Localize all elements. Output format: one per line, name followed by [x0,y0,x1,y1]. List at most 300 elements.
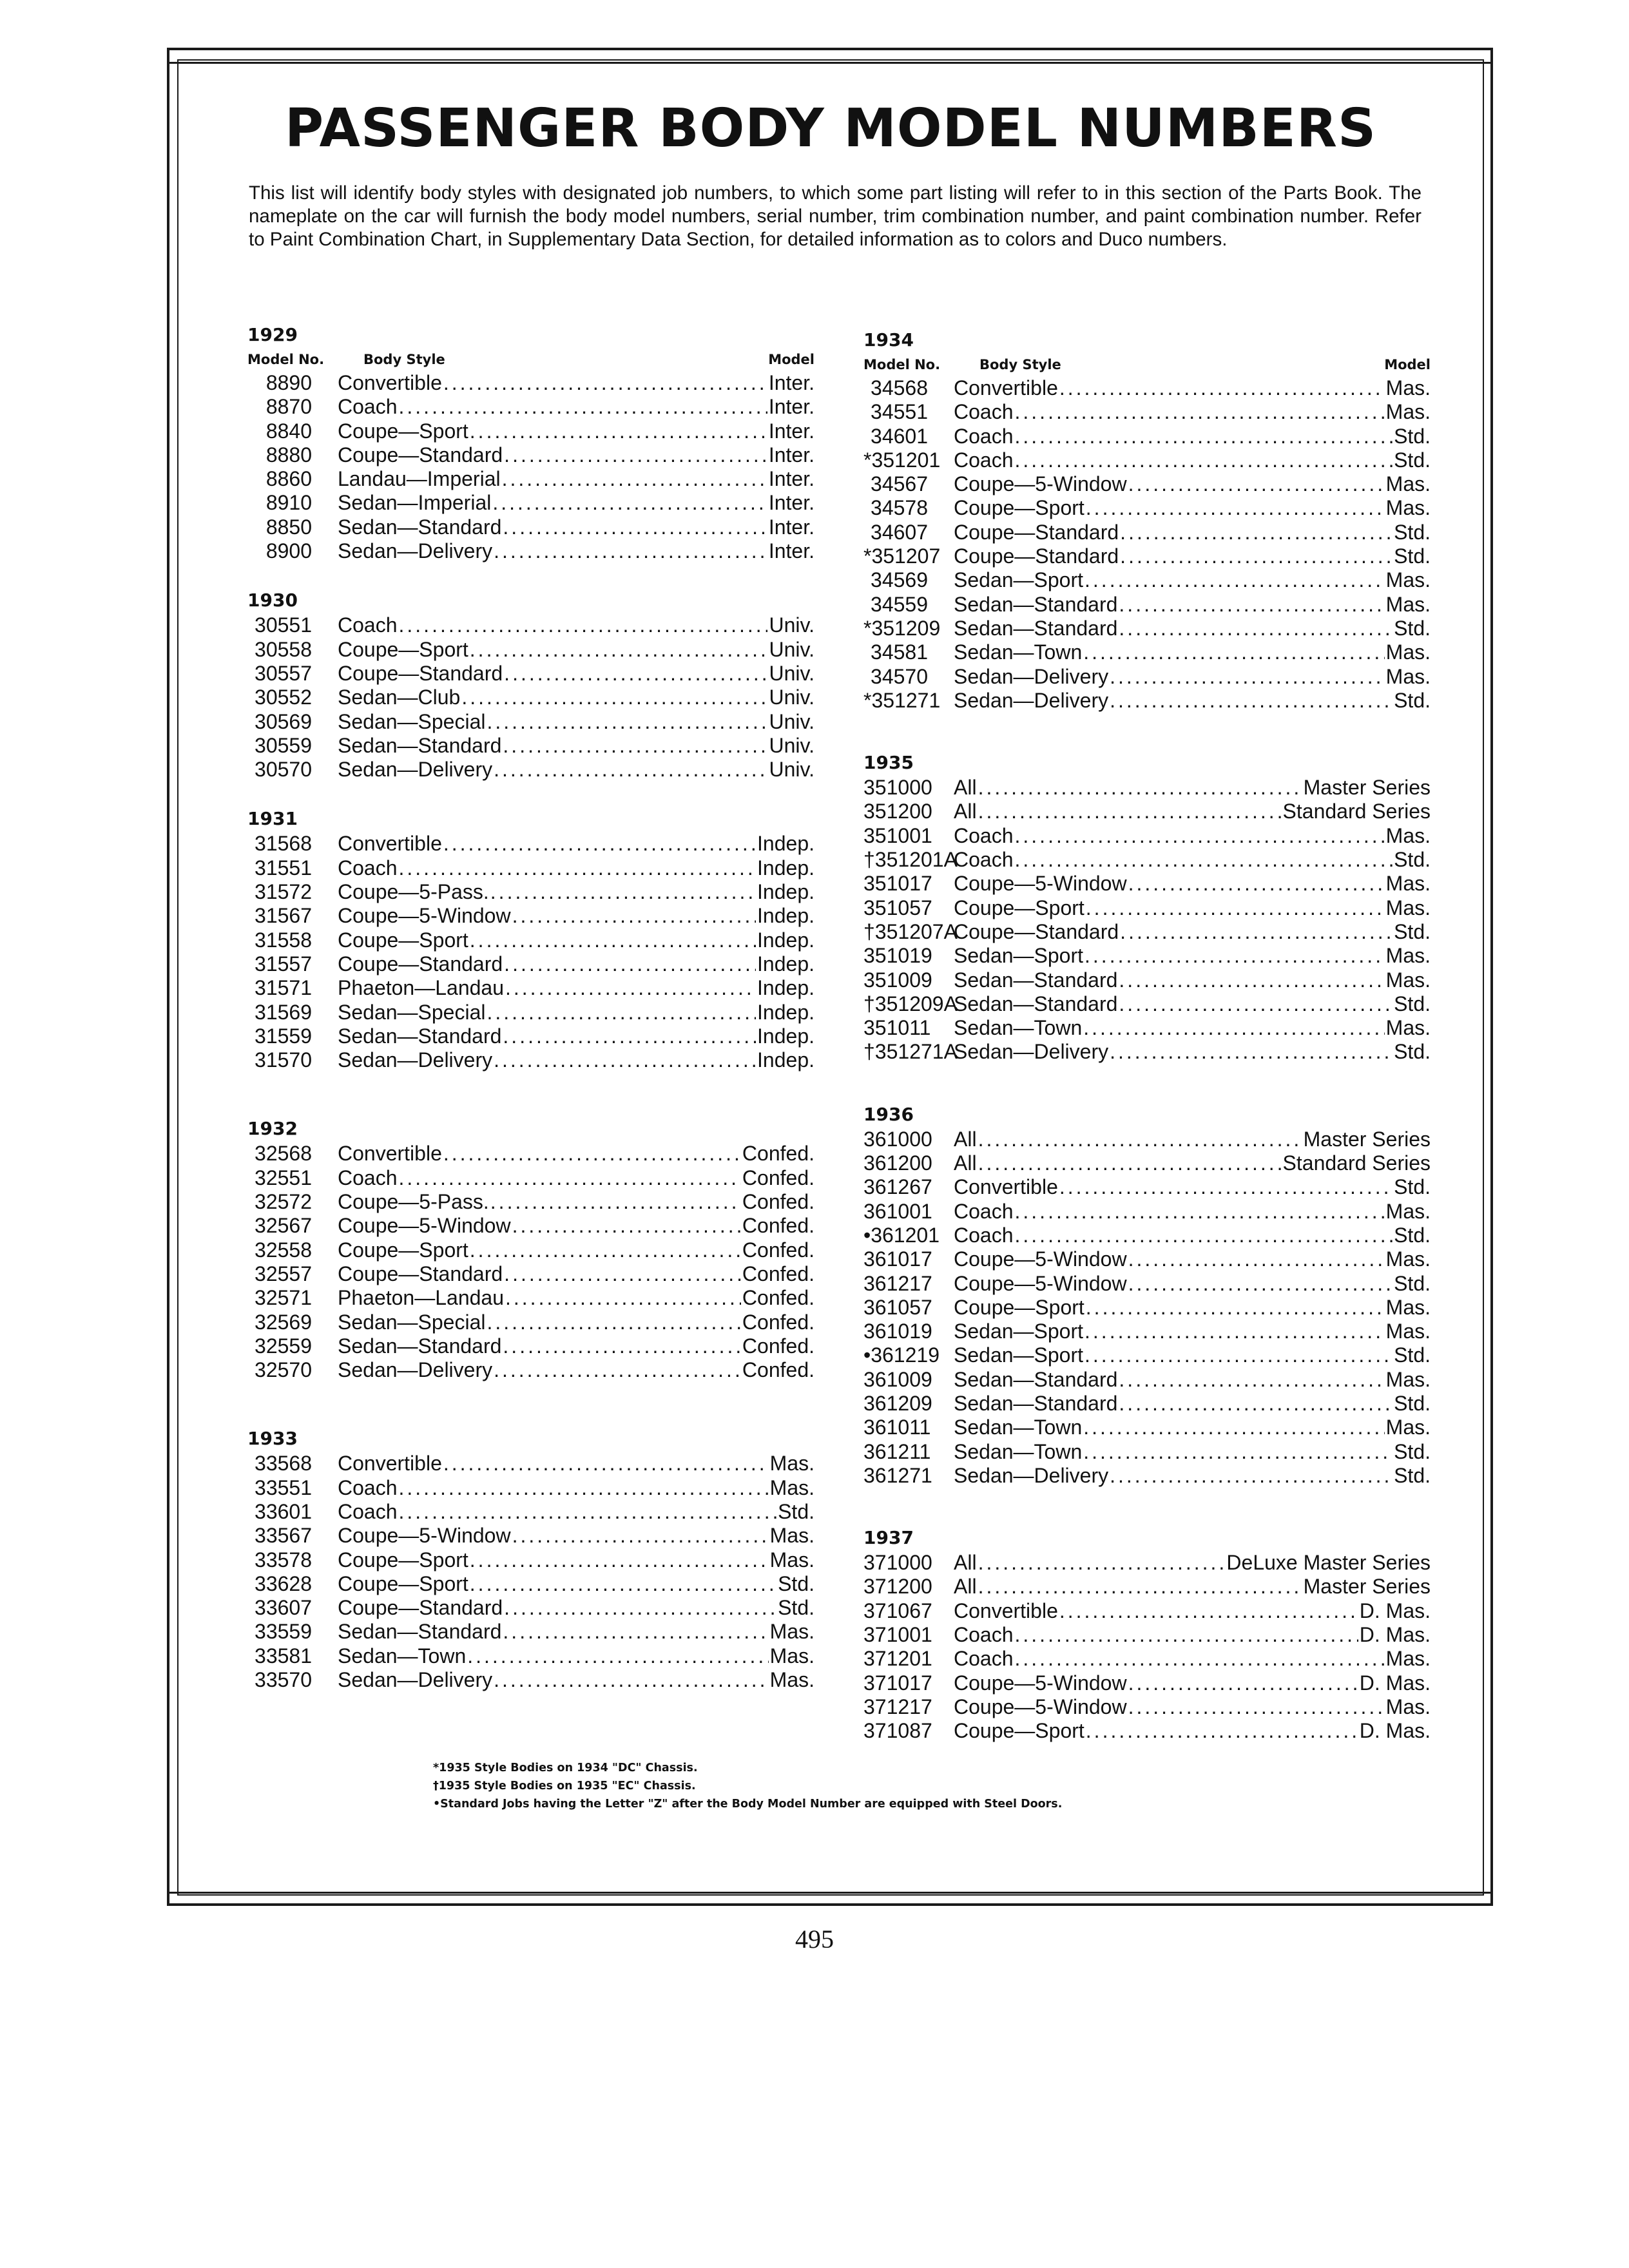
table-row [247,710,815,734]
table-row [863,896,1431,920]
dot-leader [1015,1623,1358,1647]
body-style-cell [954,800,1431,823]
dot-leader [467,1644,768,1668]
body-style-cell [954,1368,1431,1392]
body-style: Coach [338,613,398,637]
body-style-cell [954,1719,1431,1743]
body-style: Coupe—5-Pass. [338,880,489,904]
dot-leader [1128,872,1385,896]
table-row [247,662,815,686]
dot-leader [512,1524,769,1548]
body-style: All [954,1575,977,1599]
dot-leader [470,1548,769,1572]
model-series: Univ. [769,758,815,782]
model-number: 32571 [255,1286,312,1310]
table-row [247,1524,815,1548]
body-style-cell [338,1190,815,1214]
body-style: Coupe—Sport [338,419,468,443]
body-style: Coupe—5-Window [338,904,511,928]
body-style-cell [338,1452,815,1475]
model-number: *351209 [863,616,941,640]
table-row [863,1320,1431,1343]
model-series: Mas. [1385,944,1431,968]
body-style-cell [954,689,1431,713]
table-row [247,1500,815,1524]
model-number: 8850 [265,515,312,539]
header-body-style: Body Style [979,357,1061,372]
dot-leader [1084,1343,1393,1367]
table-row [247,443,815,467]
body-style-cell [338,539,815,563]
model-number: 351057 [863,896,932,919]
model-series: D. Mas. [1359,1599,1431,1622]
body-style-cell [954,1575,1431,1599]
body-style-cell [954,376,1431,400]
model-number: 361057 [863,1295,932,1319]
model-number: 31572 [255,880,312,904]
table-row [247,734,815,758]
model-series: Mas. [1385,640,1431,664]
model-number: 30551 [255,613,312,637]
model-series: Indep. [757,1024,815,1048]
model-number: 31567 [255,904,312,928]
table-row [247,1548,815,1572]
model-number: 31557 [255,952,312,975]
dot-leader [1083,1016,1384,1040]
model-number: 351001 [863,823,932,847]
body-style: Coupe—5-Window [954,1247,1127,1271]
body-style-cell [338,1596,815,1620]
dot-leader [1120,920,1393,944]
table-row [863,1695,1431,1719]
table-row [247,976,815,1000]
model-series: Mas. [1385,592,1431,616]
year-heading: 1929 [247,324,298,345]
model-number: 34567 [871,472,928,496]
body-style: Coupe—Sport [954,496,1084,520]
body-style-cell [338,1166,815,1190]
body-style-cell [954,1040,1431,1064]
table-row [247,1166,815,1190]
model-series: Inter. [768,443,815,466]
table-row [863,521,1431,544]
table-row [863,1272,1431,1296]
body-style: All [954,1151,977,1175]
body-style-cell [338,638,815,662]
model-series: Mas. [769,1452,815,1475]
model-number: 31559 [255,1024,312,1048]
body-style-cell [338,1358,815,1382]
body-style-cell [954,1695,1431,1719]
header-model: Model [1384,357,1431,372]
dot-leader [494,1358,741,1382]
body-style: Sedan—Standard [954,1391,1118,1415]
body-style-cell [954,848,1431,872]
model-number: 371067 [863,1599,932,1622]
model-number: 30569 [255,709,312,733]
table-row [863,1368,1431,1392]
model-number: 34601 [871,424,928,448]
model-number: 351000 [863,776,932,800]
model-series: Std. [1394,1040,1431,1064]
dot-leader [399,613,768,637]
body-style: Sedan—Delivery [338,1668,493,1692]
model-number: 361271 [863,1463,932,1487]
table-row [247,856,815,880]
table-row [863,872,1431,896]
model-series: Mas. [769,1668,815,1692]
table-row [863,1647,1431,1671]
body-style-cell [338,1024,815,1048]
dot-leader [1084,1320,1385,1343]
table-row [247,1644,815,1668]
dot-leader [399,1500,777,1524]
table-row [247,539,815,563]
body-style-cell [954,872,1431,896]
table-row [863,1623,1431,1647]
footnote-asterisk: *1935 Style Bodies on 1934 "DC" Chassis. [433,1762,698,1774]
body-style-cell [954,776,1431,800]
body-style: Coupe—Standard [338,952,503,975]
table-row [247,1596,815,1620]
dot-leader [1120,521,1393,544]
table-row [863,1599,1431,1623]
body-style-cell [954,568,1431,592]
model-series: Confed. [742,1334,815,1358]
body-style: Phaeton—Landau [338,976,504,1000]
model-series: Confed. [742,1310,815,1334]
dot-leader [487,1001,756,1024]
model-number: 31571 [255,976,312,1000]
model-number: 8890 [265,371,312,394]
model-series: Indep. [757,976,815,1000]
model-series: Std. [778,1499,815,1523]
dot-leader [461,686,767,709]
table-row [247,1620,815,1644]
body-style-cell [338,952,815,976]
body-style-cell [338,758,815,782]
body-style: Coach [954,448,1014,472]
body-style-cell [954,665,1431,689]
table-row [247,395,815,419]
dot-leader [443,1452,769,1475]
dot-leader [1059,1599,1358,1623]
model-number: 351017 [863,872,932,896]
body-style-cell [954,1016,1431,1040]
year-heading: 1936 [863,1103,914,1125]
body-style-cell [338,1500,815,1524]
table-row [247,1668,815,1692]
dot-leader [1059,1175,1393,1199]
model-series: Confed. [742,1238,815,1262]
dot-leader [490,880,756,904]
section-1929 [247,322,815,563]
body-style-cell [338,371,815,395]
body-style: Sedan—Standard [954,1367,1118,1391]
dot-leader [1119,617,1393,640]
body-style: Coupe—5-Window [954,472,1127,496]
body-style: Sedan—Special [338,709,486,733]
dot-leader [1110,665,1385,689]
body-style: Coupe—Standard [338,1596,503,1620]
model-series: Std. [1394,688,1431,712]
model-series: Std. [1394,448,1431,472]
model-number: 371201 [863,1647,932,1671]
dot-leader [1086,1296,1385,1320]
left-column [247,322,815,1692]
body-style: Sedan—Standard [338,515,502,539]
model-series: Confed. [742,1142,815,1166]
dot-leader [978,1551,1226,1575]
body-style-cell [954,1320,1431,1343]
body-style-cell [954,544,1431,568]
dot-leader [978,1151,1282,1175]
body-style: Coupe—Standard [954,544,1119,568]
body-style-cell [338,1334,815,1358]
model-series: D. Mas. [1359,1719,1431,1743]
model-number: 32558 [255,1238,312,1262]
table-row [863,1671,1431,1695]
table-row [863,800,1431,823]
header-model-no: Model No. [863,357,941,372]
body-style-cell [954,1392,1431,1416]
body-style: Convertible [338,371,442,394]
model-series: Indep. [757,952,815,975]
dot-leader [1110,1464,1393,1488]
model-series: Mas. [1385,1367,1431,1391]
body-style: Coupe—5-Pass. [338,1190,489,1214]
body-style-cell [338,734,815,758]
body-style-cell [338,1238,815,1262]
body-style: Coupe—Sport [954,896,1084,919]
model-series: Indep. [757,904,815,928]
model-series: Std. [1394,1463,1431,1487]
model-series: Standard Series [1282,1151,1431,1175]
dot-leader [1084,944,1385,968]
body-style-cell [338,1524,815,1548]
dot-leader [470,928,756,952]
body-style: Sedan—Delivery [954,688,1109,712]
model-series: Confed. [742,1166,815,1189]
dot-leader [504,662,767,686]
dot-leader [399,1476,769,1500]
dot-leader [1084,568,1385,592]
dot-leader [443,371,767,395]
section-1933 [247,1426,815,1692]
table-row [863,376,1431,400]
body-style-cell [338,928,815,952]
dot-leader [494,1668,769,1692]
table-row [247,1024,815,1048]
dot-leader [1086,896,1385,920]
body-style: Convertible [954,376,1058,399]
model-number: 33581 [255,1644,312,1667]
body-style: Convertible [338,832,442,856]
dot-leader [503,515,767,539]
table-row [863,1440,1431,1464]
model-number: 361019 [863,1320,932,1343]
table-row [247,758,815,782]
table-row [863,1128,1431,1151]
body-style: All [954,1551,977,1575]
body-style: Sedan—Town [954,640,1083,664]
body-style: Sedan—Delivery [338,1048,493,1072]
dot-leader [1015,1200,1385,1224]
table-row [863,1200,1431,1224]
table-row [247,1142,815,1166]
model-series: Indep. [757,928,815,952]
model-series: Indep. [757,880,815,904]
body-style: Sedan—Delivery [954,664,1109,688]
model-series: Mas. [1385,472,1431,496]
body-style-cell [954,496,1431,520]
table-row [247,1001,815,1024]
dot-leader [443,1142,741,1166]
model-number: 361009 [863,1367,932,1391]
dot-leader [1128,1695,1385,1719]
model-number: 351019 [863,944,932,968]
model-number: 371017 [863,1671,932,1695]
model-series: Inter. [768,419,815,443]
body-style-cell [338,1286,815,1310]
model-number: 8880 [265,443,312,466]
dot-leader [494,1048,756,1072]
body-style: Phaeton—Landau [338,1286,504,1310]
table-row [247,686,815,709]
body-style: Sedan—Standard [338,733,502,757]
body-style: Sedan—Standard [338,1620,502,1644]
table-row [247,1262,815,1286]
dot-leader [1120,544,1393,568]
header-body-style: Body Style [363,352,445,367]
body-style: Coupe—Sport [338,1571,468,1595]
model-number: 33567 [255,1524,312,1548]
model-number: 32570 [255,1358,312,1382]
body-style: Coach [338,395,398,419]
model-number: *351201 [863,448,941,472]
dot-leader [1119,992,1393,1016]
dot-leader [399,856,757,880]
body-style-cell [338,1548,815,1572]
dot-leader [1086,496,1385,520]
dot-leader [1110,689,1393,713]
model-series: Univ. [769,733,815,757]
table-row [863,1719,1431,1743]
dot-leader [1119,968,1384,992]
table-row [863,944,1431,968]
table-row [863,1575,1431,1599]
dot-leader [1015,448,1393,472]
dot-leader [1015,1647,1385,1671]
dot-leader [1015,824,1385,848]
model-number: 34570 [871,664,928,688]
body-style: Coupe—5-Window [338,1524,511,1548]
table-row [247,467,815,491]
year-heading: 1935 [863,752,914,774]
model-number: †351209A [863,992,958,1015]
body-style: Sedan—Sport [954,944,1084,968]
body-style: Sedan—Standard [954,968,1118,992]
year-heading: 1933 [247,1428,298,1450]
dot-leader [494,758,767,782]
model-number: 351200 [863,800,932,823]
table-row [863,1416,1431,1439]
table-row [247,613,815,637]
table-row [863,689,1431,713]
body-style: Sedan—Town [954,1416,1083,1439]
body-style-cell [338,1262,815,1286]
year-heading: 1931 [247,808,298,830]
model-number: 31558 [255,928,312,952]
model-number: 30552 [255,686,312,709]
body-style: Coupe—Standard [338,443,503,466]
body-style-cell [954,1416,1431,1439]
dot-leader [504,443,767,467]
table-row [247,1452,815,1475]
table-row [247,1286,815,1310]
body-style-cell [338,613,815,637]
dot-leader [504,952,756,976]
model-number: 33570 [255,1668,312,1692]
section-1931 [247,806,815,1072]
table-row [863,568,1431,592]
body-style: Sedan—Town [338,1644,467,1667]
model-number: 31570 [255,1048,312,1072]
body-style: Sedan—Standard [954,616,1118,640]
body-style: Convertible [338,1452,442,1475]
body-style: Sedan—Imperial [338,491,492,515]
body-style: Coupe—Sport [954,1295,1084,1319]
body-style-cell [954,1247,1431,1271]
model-number: 34578 [871,496,928,520]
table-row [863,1296,1431,1320]
table-row [247,1476,815,1500]
model-series: Indep. [757,1000,815,1024]
body-style: Sedan—Sport [954,568,1084,592]
dot-leader [504,1262,741,1286]
model-series: Std. [1394,1343,1431,1367]
body-style-cell [954,521,1431,544]
year-heading: 1932 [247,1118,298,1140]
model-series: Confed. [742,1286,815,1310]
body-style: Sedan—Sport [954,1343,1084,1367]
table-row [863,448,1431,472]
model-number: •361201 [863,1223,940,1247]
model-number: 34607 [871,520,928,544]
body-style-cell [954,1671,1431,1695]
dot-leader [504,1596,776,1620]
dot-leader [1128,1247,1385,1271]
model-series: Mas. [769,1620,815,1644]
model-series: Mas. [1385,376,1431,399]
body-style-cell [954,617,1431,640]
model-number: *351271 [863,688,941,712]
model-number: 33578 [255,1548,312,1571]
body-style-cell [954,896,1431,920]
model-series: Mas. [1385,896,1431,919]
right-column [863,327,1431,1744]
dot-leader [1015,848,1393,872]
table-row [863,544,1431,568]
model-series: D. Mas. [1359,1671,1431,1695]
body-style: Coupe—Sport [338,637,468,661]
table-row [247,1048,815,1072]
body-style-cell [338,1048,815,1072]
model-series: Mas. [769,1548,815,1571]
table-row [863,824,1431,848]
table-row [247,515,815,539]
year-heading: 1934 [863,329,914,351]
